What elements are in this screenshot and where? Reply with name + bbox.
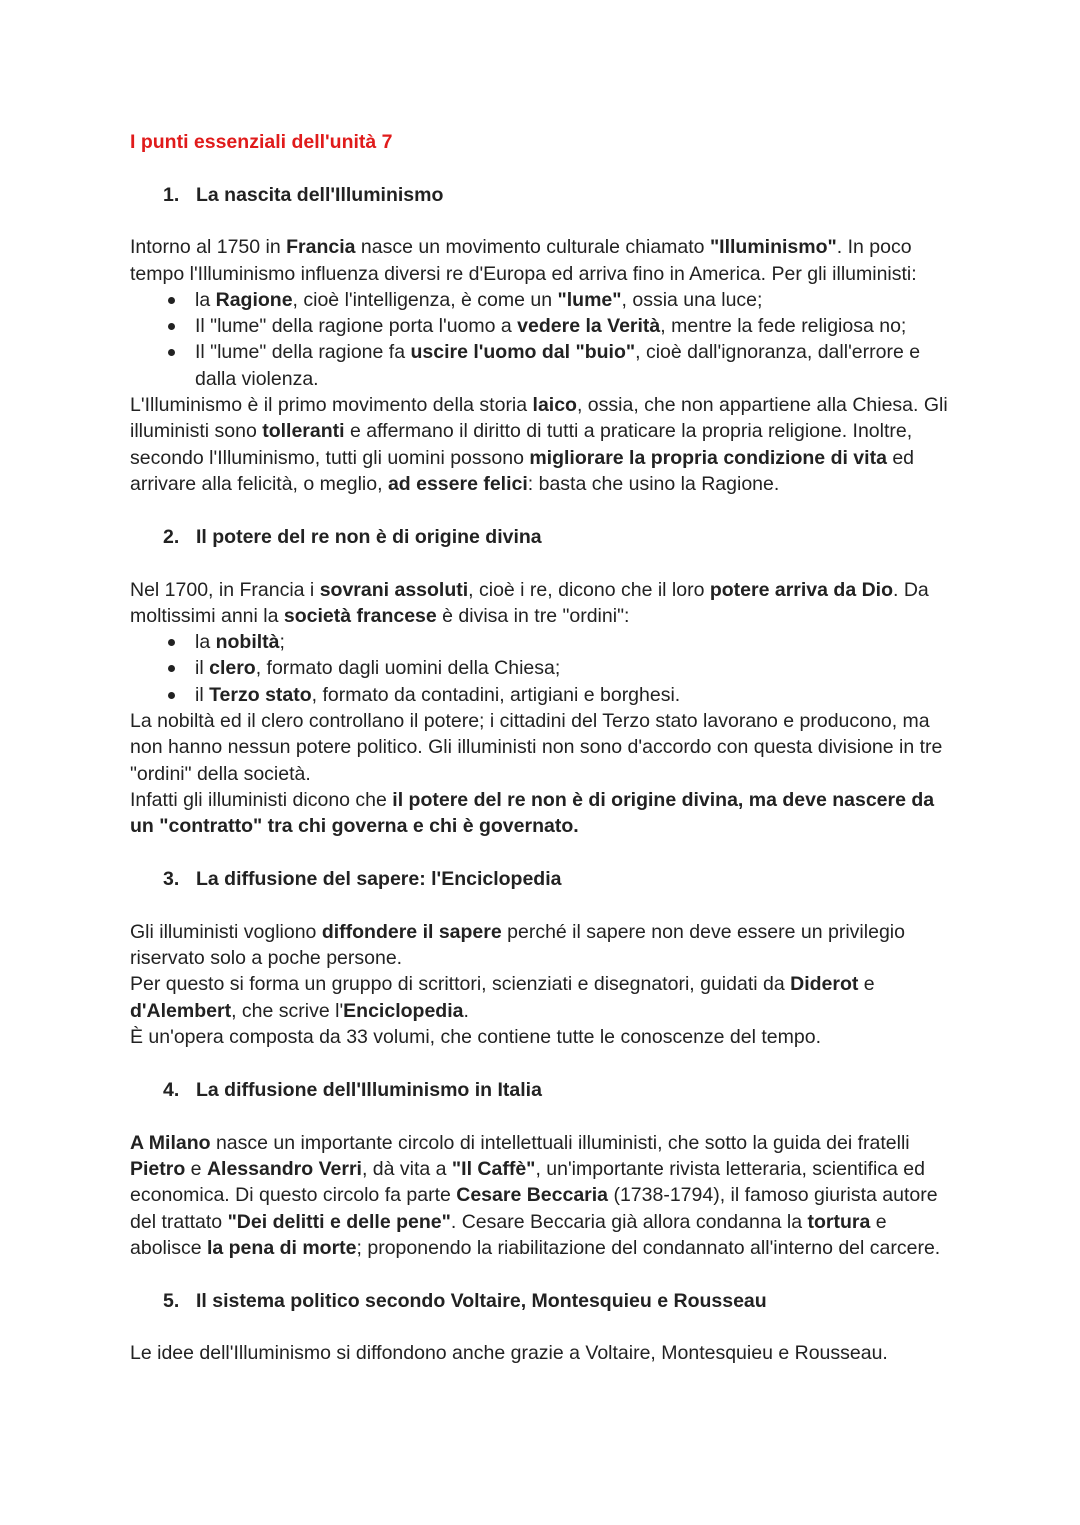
- bullet-item: [195, 655, 960, 681]
- text-run: , cioè dall'ignoranza, dall'errore e dalla violenza.: [195, 341, 921, 390]
- bold-text: d'Alembert: [130, 999, 232, 1022]
- section-number: 4.: [163, 1078, 180, 1101]
- text-run: , cioè i re, dicono che il loro: [468, 578, 710, 601]
- text-run: Intorno al 1750 in: [130, 236, 287, 259]
- section-title: Il sistema politico secondo Voltaire, Montesquieu e Rousseau: [196, 1289, 767, 1312]
- document-page: [130, 129, 960, 1367]
- text-run: Il "lume" della ragione fa: [195, 341, 411, 364]
- text-run: il: [195, 657, 210, 680]
- text-run: perché il sapere non deve essere un privilegio riservato solo a poche persone.: [130, 920, 905, 970]
- bold-text: società francese: [283, 604, 437, 627]
- text-run: è divisa in tre "ordini":: [436, 604, 630, 627]
- bold-text: sovrani assoluti: [319, 578, 469, 601]
- page-title: I punti essenziali dell'unità 7: [130, 131, 393, 153]
- text-run: . Da moltissimi anni la: [130, 578, 929, 627]
- text-run: la: [195, 288, 216, 311]
- section-title: La nascita dell'Illuminismo: [196, 183, 444, 206]
- bold-text: potere arriva da Dio: [709, 578, 894, 601]
- section-title: Il potere del re non è di origine divina: [196, 525, 542, 548]
- text-run: , mentre la fede religiosa no;: [660, 315, 907, 338]
- text-run: : basta che usino la Ragione.: [527, 472, 780, 495]
- bold-text: Pietro: [130, 1157, 186, 1180]
- bold-text: laico: [532, 394, 577, 417]
- text-run: , ossia, che non appartiene alla Chiesa. Gli illuministi sono: [130, 394, 948, 443]
- bold-text: tolleranti: [262, 420, 345, 443]
- section-number: 3.: [163, 868, 180, 891]
- bold-text: "Il Caffè": [451, 1157, 536, 1180]
- bold-text: A Milano: [130, 1131, 211, 1154]
- paragraph: [130, 234, 960, 287]
- paragraph: [130, 919, 960, 972]
- bullet-item: [195, 682, 960, 708]
- section-number: 1.: [163, 183, 180, 206]
- bold-text: Cesare Beccaria: [456, 1184, 609, 1207]
- text-run: La nobiltà ed il clero controllano il potere; i cittadini del Terzo stato lavorano e producono, ma non hanno nessun potere politico. Gli illuministi non sono d'accordo con questa divisione in tre "ordini" della società.: [130, 710, 943, 785]
- bold-text: "lume": [557, 288, 622, 311]
- text-run: , formato da contadini, artigiani e borghesi.: [311, 683, 681, 706]
- paragraph: [130, 708, 960, 787]
- bullet-item: [195, 287, 960, 313]
- text-run: e: [185, 1157, 207, 1180]
- text-run: (1738-1794), il famoso giurista autore del trattato: [130, 1184, 938, 1233]
- text-run: ed arrivare alla felicità, o meglio,: [130, 446, 915, 495]
- text-run: ;: [279, 631, 285, 654]
- section-title: La diffusione dell'Illuminismo in Italia: [196, 1078, 542, 1101]
- paragraph: [130, 971, 960, 1024]
- section-heading: [163, 524, 960, 550]
- text-run: Infatti gli illuministi dicono che: [130, 788, 393, 811]
- text-run: È un'opera composta da 33 volumi, che contiene tutte le conoscenze del tempo.: [130, 1026, 821, 1049]
- bullet-item: [195, 629, 960, 655]
- text-run: e affermano il diritto di tutti a praticare la propria religione. Inoltre, secondo l'Illuminismo, tutti gli uomini possono: [130, 420, 913, 469]
- bullet-item: [195, 339, 960, 392]
- bold-text: Enciclopedia: [343, 999, 464, 1022]
- section-number: 5.: [163, 1289, 180, 1312]
- text-run: . Cesare Beccaria già allora condanna la: [450, 1210, 808, 1233]
- bold-text: Alessandro Verri: [206, 1157, 362, 1180]
- bold-text: nobiltà: [215, 631, 280, 654]
- paragraph: [130, 577, 960, 630]
- section-heading: [163, 1077, 960, 1103]
- bold-text: vedere la Verità: [517, 315, 661, 338]
- text-run: , formato dagli uomini della Chiesa;: [255, 657, 561, 680]
- bold-text: Ragione: [215, 288, 293, 311]
- paragraph: [130, 392, 960, 497]
- bold-text: uscire l'uomo dal "buio": [410, 341, 636, 364]
- bullet-list: [130, 287, 960, 392]
- text-run: e: [858, 973, 875, 996]
- bold-text: "Dei delitti e delle pene": [227, 1210, 451, 1233]
- text-run: L'Illuminismo è il primo movimento della storia: [130, 394, 533, 417]
- bold-text: Terzo stato: [209, 683, 312, 706]
- section-number: 2.: [163, 525, 180, 548]
- bold-text: il potere del re non è di origine divina, ma deve nascere da un "contratto" tra chi governa e chi è governato.: [130, 788, 935, 838]
- section-title: La diffusione del sapere: l'Enciclopedia: [196, 868, 562, 891]
- text-run: Per questo si forma un gruppo di scrittori, scienziati e disegnatori, guidati da: [130, 973, 791, 996]
- section-heading: [163, 182, 960, 208]
- text-run: Gli illuministi vogliono: [130, 920, 322, 943]
- bold-text: diffondere il sapere: [321, 920, 502, 943]
- bold-text: Francia: [286, 236, 356, 259]
- bold-text: la pena di morte: [206, 1236, 357, 1259]
- bold-text: "Illuminismo": [709, 236, 837, 259]
- text-run: , che scrive l': [231, 999, 344, 1022]
- paragraph: [130, 1024, 960, 1050]
- bold-text: ad essere felici: [387, 472, 528, 495]
- bullet-item: [195, 313, 960, 339]
- text-run: Le idee dell'Illuminismo si diffondono anche grazie a Voltaire, Montesquieu e Rousseau.: [130, 1342, 888, 1365]
- text-run: la: [195, 631, 216, 654]
- text-run: , un'importante rivista letteraria, scientifica ed economica. Di questo circolo fa parte: [130, 1157, 925, 1207]
- text-run: nasce un importante circolo di intellettuali illuministi, che sotto la guida dei fratelli: [210, 1131, 910, 1154]
- text-run: nasce un movimento culturale chiamato: [355, 236, 710, 259]
- text-run: ; proponendo la riabilitazione del condannato all'interno del carcere.: [356, 1236, 941, 1259]
- paragraph: [130, 1130, 960, 1261]
- text-run: . In poco tempo l'Illuminismo influenza diversi re d'Europa ed arriva fino in America. Per gli illuministi:: [130, 236, 917, 285]
- text-run: , dà vita a: [361, 1157, 452, 1180]
- text-run: .: [463, 999, 469, 1022]
- paragraph: [130, 1340, 960, 1366]
- text-run: il: [195, 683, 210, 706]
- section-heading: [163, 866, 960, 892]
- section-heading: [163, 1288, 960, 1314]
- paragraph: [130, 787, 960, 840]
- bold-text: clero: [209, 657, 256, 680]
- bullet-list: [130, 629, 960, 708]
- bold-text: tortura: [807, 1210, 871, 1233]
- text-run: Nel 1700, in Francia i: [130, 578, 320, 601]
- bold-text: Diderot: [790, 973, 859, 996]
- text-run: , ossia una luce;: [621, 288, 763, 311]
- text-run: , cioè l'intelligenza, è come un: [292, 288, 558, 311]
- text-run: e abolisce: [130, 1210, 887, 1259]
- bold-text: migliorare la propria condizione di vita: [529, 446, 887, 469]
- text-run: Il "lume" della ragione porta l'uomo a: [195, 315, 518, 338]
